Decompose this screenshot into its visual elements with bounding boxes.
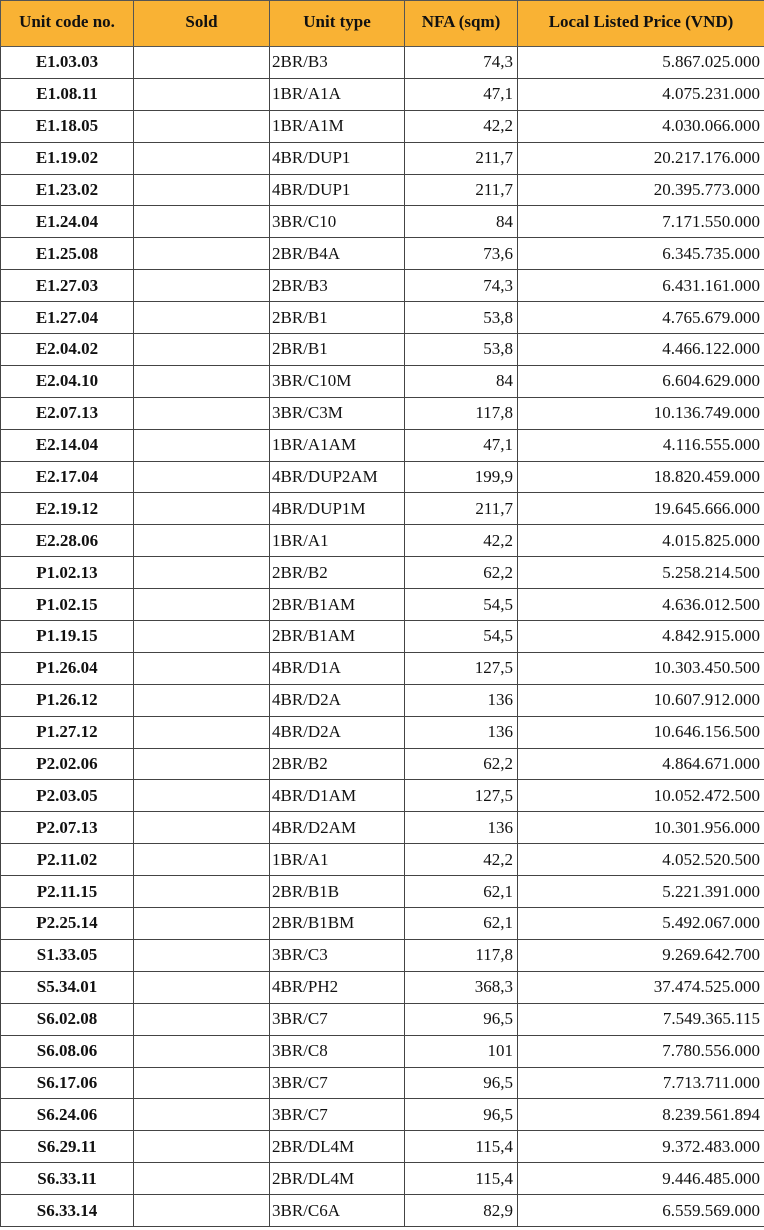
price-cell: 5.492.067.000 [518, 908, 764, 940]
nfa-cell: 115,4 [405, 1131, 518, 1163]
unit-type-cell: 3BR/C3 [270, 939, 405, 971]
price-cell: 4.864.671.000 [518, 748, 764, 780]
unit-code-cell: P1.26.04 [1, 652, 134, 684]
nfa-cell: 74,3 [405, 270, 518, 302]
price-cell: 18.820.459.000 [518, 461, 764, 493]
table-row [1, 589, 764, 621]
unit-code-cell: E2.28.06 [1, 525, 134, 557]
sold-cell [134, 780, 270, 812]
table-row [1, 1067, 764, 1099]
table-row [1, 461, 764, 493]
unit-type-cell: 1BR/A1 [270, 525, 405, 557]
header-price: Local Listed Price (VND) [518, 1, 764, 47]
unit-code-cell: P2.03.05 [1, 780, 134, 812]
sold-cell [134, 493, 270, 525]
price-cell: 10.607.912.000 [518, 684, 764, 716]
table-row [1, 1099, 764, 1131]
price-cell: 4.636.012.500 [518, 589, 764, 621]
unit-type-cell: 4BR/DUP2AM [270, 461, 405, 493]
nfa-cell: 136 [405, 716, 518, 748]
nfa-cell: 211,7 [405, 142, 518, 174]
table-row [1, 684, 764, 716]
nfa-cell: 62,2 [405, 557, 518, 589]
nfa-cell: 115,4 [405, 1163, 518, 1195]
sold-cell [134, 876, 270, 908]
header-unit-type: Unit type [270, 1, 405, 47]
nfa-cell: 117,8 [405, 397, 518, 429]
table-row [1, 397, 764, 429]
unit-type-cell: 2BR/B1AM [270, 589, 405, 621]
sold-cell [134, 684, 270, 716]
price-cell: 4.015.825.000 [518, 525, 764, 557]
nfa-cell: 101 [405, 1035, 518, 1067]
table-row [1, 812, 764, 844]
price-cell: 4.765.679.000 [518, 302, 764, 334]
table-row [1, 557, 764, 589]
price-cell: 10.303.450.500 [518, 652, 764, 684]
unit-type-cell: 3BR/C10M [270, 365, 405, 397]
table-body [1, 47, 764, 1227]
price-cell: 5.221.391.000 [518, 876, 764, 908]
sold-cell [134, 1195, 270, 1227]
price-cell: 37.474.525.000 [518, 971, 764, 1003]
unit-code-cell: E1.18.05 [1, 110, 134, 142]
table-row [1, 47, 764, 79]
table-row [1, 876, 764, 908]
unit-type-cell: 1BR/A1 [270, 844, 405, 876]
nfa-cell: 96,5 [405, 1003, 518, 1035]
unit-type-cell: 2BR/B4A [270, 238, 405, 270]
table-row [1, 238, 764, 270]
table-row [1, 525, 764, 557]
price-cell: 6.559.569.000 [518, 1195, 764, 1227]
unit-code-cell: P1.26.12 [1, 684, 134, 716]
nfa-cell: 73,6 [405, 238, 518, 270]
unit-code-cell: E1.25.08 [1, 238, 134, 270]
price-cell: 4.842.915.000 [518, 621, 764, 653]
sold-cell [134, 397, 270, 429]
sold-cell [134, 78, 270, 110]
sold-cell [134, 589, 270, 621]
table-row [1, 1163, 764, 1195]
table-row [1, 1195, 764, 1227]
unit-code-cell: P1.02.13 [1, 557, 134, 589]
unit-type-cell: 3BR/C7 [270, 1099, 405, 1131]
price-cell: 19.645.666.000 [518, 493, 764, 525]
sold-cell [134, 971, 270, 1003]
price-cell: 7.171.550.000 [518, 206, 764, 238]
nfa-cell: 127,5 [405, 780, 518, 812]
unit-type-cell: 2BR/B3 [270, 270, 405, 302]
unit-type-cell: 2BR/B1 [270, 334, 405, 366]
nfa-cell: 62,2 [405, 748, 518, 780]
nfa-cell: 127,5 [405, 652, 518, 684]
header-row [1, 1, 764, 47]
sold-cell [134, 748, 270, 780]
unit-code-cell: P1.19.15 [1, 621, 134, 653]
unit-code-cell: E1.23.02 [1, 174, 134, 206]
unit-code-cell: E1.27.04 [1, 302, 134, 334]
price-cell: 4.075.231.000 [518, 78, 764, 110]
nfa-cell: 54,5 [405, 589, 518, 621]
table-row [1, 716, 764, 748]
table-row [1, 1035, 764, 1067]
price-cell: 7.713.711.000 [518, 1067, 764, 1099]
sold-cell [134, 908, 270, 940]
table-row [1, 1131, 764, 1163]
table-row [1, 939, 764, 971]
price-cell: 4.052.520.500 [518, 844, 764, 876]
unit-code-cell: P2.11.15 [1, 876, 134, 908]
unit-type-cell: 2BR/DL4M [270, 1131, 405, 1163]
nfa-cell: 136 [405, 812, 518, 844]
nfa-cell: 54,5 [405, 621, 518, 653]
nfa-cell: 42,2 [405, 525, 518, 557]
unit-code-cell: E2.14.04 [1, 429, 134, 461]
price-cell: 8.239.561.894 [518, 1099, 764, 1131]
price-cell: 10.052.472.500 [518, 780, 764, 812]
unit-type-cell: 2BR/B2 [270, 557, 405, 589]
sold-cell [134, 461, 270, 493]
sold-cell [134, 270, 270, 302]
table-row [1, 844, 764, 876]
price-cell: 10.301.956.000 [518, 812, 764, 844]
nfa-cell: 96,5 [405, 1067, 518, 1099]
unit-type-cell: 4BR/PH2 [270, 971, 405, 1003]
nfa-cell: 42,2 [405, 110, 518, 142]
sold-cell [134, 844, 270, 876]
unit-code-cell: S5.34.01 [1, 971, 134, 1003]
price-cell: 10.136.749.000 [518, 397, 764, 429]
unit-type-cell: 2BR/DL4M [270, 1163, 405, 1195]
price-cell: 6.604.629.000 [518, 365, 764, 397]
nfa-cell: 47,1 [405, 78, 518, 110]
nfa-cell: 368,3 [405, 971, 518, 1003]
unit-type-cell: 3BR/C7 [270, 1067, 405, 1099]
unit-type-cell: 4BR/D2AM [270, 812, 405, 844]
unit-type-cell: 2BR/B3 [270, 47, 405, 79]
price-cell: 4.116.555.000 [518, 429, 764, 461]
sold-cell [134, 1131, 270, 1163]
table-row [1, 748, 764, 780]
unit-code-cell: E1.08.11 [1, 78, 134, 110]
nfa-cell: 82,9 [405, 1195, 518, 1227]
price-cell: 9.372.483.000 [518, 1131, 764, 1163]
price-cell: 4.466.122.000 [518, 334, 764, 366]
price-cell: 6.431.161.000 [518, 270, 764, 302]
unit-code-cell: E2.07.13 [1, 397, 134, 429]
unit-type-cell: 4BR/D1A [270, 652, 405, 684]
price-cell: 20.217.176.000 [518, 142, 764, 174]
unit-code-cell: S6.33.14 [1, 1195, 134, 1227]
nfa-cell: 211,7 [405, 493, 518, 525]
unit-code-cell: S1.33.05 [1, 939, 134, 971]
price-cell: 10.646.156.500 [518, 716, 764, 748]
sold-cell [134, 302, 270, 334]
unit-type-cell: 3BR/C3M [270, 397, 405, 429]
table-row [1, 365, 764, 397]
unit-type-cell: 2BR/B1AM [270, 621, 405, 653]
unit-code-cell: E2.04.02 [1, 334, 134, 366]
header-unit-code: Unit code no. [1, 1, 134, 47]
sold-cell [134, 939, 270, 971]
table-row [1, 780, 764, 812]
table-row [1, 908, 764, 940]
unit-type-cell: 1BR/A1M [270, 110, 405, 142]
table-row [1, 621, 764, 653]
price-cell: 20.395.773.000 [518, 174, 764, 206]
sold-cell [134, 238, 270, 270]
unit-code-cell: E2.04.10 [1, 365, 134, 397]
sold-cell [134, 652, 270, 684]
unit-code-cell: P2.25.14 [1, 908, 134, 940]
unit-type-cell: 2BR/B2 [270, 748, 405, 780]
unit-type-cell: 3BR/C7 [270, 1003, 405, 1035]
nfa-cell: 47,1 [405, 429, 518, 461]
unit-code-cell: S6.29.11 [1, 1131, 134, 1163]
unit-code-cell: E1.24.04 [1, 206, 134, 238]
sold-cell [134, 1099, 270, 1131]
unit-code-cell: E1.19.02 [1, 142, 134, 174]
nfa-cell: 211,7 [405, 174, 518, 206]
sold-cell [134, 365, 270, 397]
nfa-cell: 84 [405, 206, 518, 238]
unit-code-cell: E2.17.04 [1, 461, 134, 493]
unit-code-cell: E2.19.12 [1, 493, 134, 525]
sold-cell [134, 174, 270, 206]
unit-code-cell: P2.07.13 [1, 812, 134, 844]
nfa-cell: 74,3 [405, 47, 518, 79]
sold-cell [134, 47, 270, 79]
unit-type-cell: 4BR/DUP1 [270, 142, 405, 174]
unit-code-cell: S6.08.06 [1, 1035, 134, 1067]
table-row [1, 971, 764, 1003]
price-cell: 4.030.066.000 [518, 110, 764, 142]
price-cell: 7.549.365.115 [518, 1003, 764, 1035]
nfa-cell: 136 [405, 684, 518, 716]
header-nfa: NFA (sqm) [405, 1, 518, 47]
sold-cell [134, 429, 270, 461]
unit-type-cell: 4BR/D2A [270, 716, 405, 748]
unit-code-cell: E1.03.03 [1, 47, 134, 79]
nfa-cell: 62,1 [405, 908, 518, 940]
sold-cell [134, 812, 270, 844]
unit-type-cell: 1BR/A1A [270, 78, 405, 110]
unit-type-cell: 1BR/A1AM [270, 429, 405, 461]
table-row [1, 174, 764, 206]
sold-cell [134, 1035, 270, 1067]
unit-type-cell: 4BR/D1AM [270, 780, 405, 812]
sold-cell [134, 1067, 270, 1099]
header-sold: Sold [134, 1, 270, 47]
nfa-cell: 84 [405, 365, 518, 397]
sold-cell [134, 1163, 270, 1195]
nfa-cell: 117,8 [405, 939, 518, 971]
nfa-cell: 96,5 [405, 1099, 518, 1131]
table-row [1, 493, 764, 525]
sold-cell [134, 525, 270, 557]
table-row [1, 429, 764, 461]
price-cell: 9.269.642.700 [518, 939, 764, 971]
nfa-cell: 62,1 [405, 876, 518, 908]
table-header [1, 1, 764, 47]
sold-cell [134, 110, 270, 142]
nfa-cell: 42,2 [405, 844, 518, 876]
unit-code-cell: S6.33.11 [1, 1163, 134, 1195]
unit-type-cell: 3BR/C10 [270, 206, 405, 238]
nfa-cell: 199,9 [405, 461, 518, 493]
table-row [1, 334, 764, 366]
price-cell: 7.780.556.000 [518, 1035, 764, 1067]
price-cell: 5.258.214.500 [518, 557, 764, 589]
sold-cell [134, 557, 270, 589]
unit-type-cell: 3BR/C6A [270, 1195, 405, 1227]
unit-code-cell: E1.27.03 [1, 270, 134, 302]
unit-type-cell: 2BR/B1B [270, 876, 405, 908]
nfa-cell: 53,8 [405, 334, 518, 366]
unit-code-cell: S6.24.06 [1, 1099, 134, 1131]
unit-code-cell: P2.02.06 [1, 748, 134, 780]
unit-type-cell: 2BR/B1 [270, 302, 405, 334]
sold-cell [134, 142, 270, 174]
unit-type-cell: 3BR/C8 [270, 1035, 405, 1067]
sold-cell [134, 621, 270, 653]
unit-code-cell: P2.11.02 [1, 844, 134, 876]
unit-type-cell: 4BR/DUP1 [270, 174, 405, 206]
table-row [1, 652, 764, 684]
table-row [1, 1003, 764, 1035]
nfa-cell: 53,8 [405, 302, 518, 334]
sold-cell [134, 206, 270, 238]
unit-code-cell: P1.02.15 [1, 589, 134, 621]
table-row [1, 270, 764, 302]
sold-cell [134, 334, 270, 366]
table-row [1, 142, 764, 174]
sold-cell [134, 716, 270, 748]
unit-code-cell: P1.27.12 [1, 716, 134, 748]
price-cell: 6.345.735.000 [518, 238, 764, 270]
price-cell: 9.446.485.000 [518, 1163, 764, 1195]
table-row [1, 110, 764, 142]
table-row [1, 206, 764, 238]
unit-type-cell: 4BR/DUP1M [270, 493, 405, 525]
price-cell: 5.867.025.000 [518, 47, 764, 79]
unit-type-cell: 4BR/D2A [270, 684, 405, 716]
unit-type-cell: 2BR/B1BM [270, 908, 405, 940]
table-row [1, 78, 764, 110]
unit-code-cell: S6.02.08 [1, 1003, 134, 1035]
table-row [1, 302, 764, 334]
unit-code-cell: S6.17.06 [1, 1067, 134, 1099]
sold-cell [134, 1003, 270, 1035]
